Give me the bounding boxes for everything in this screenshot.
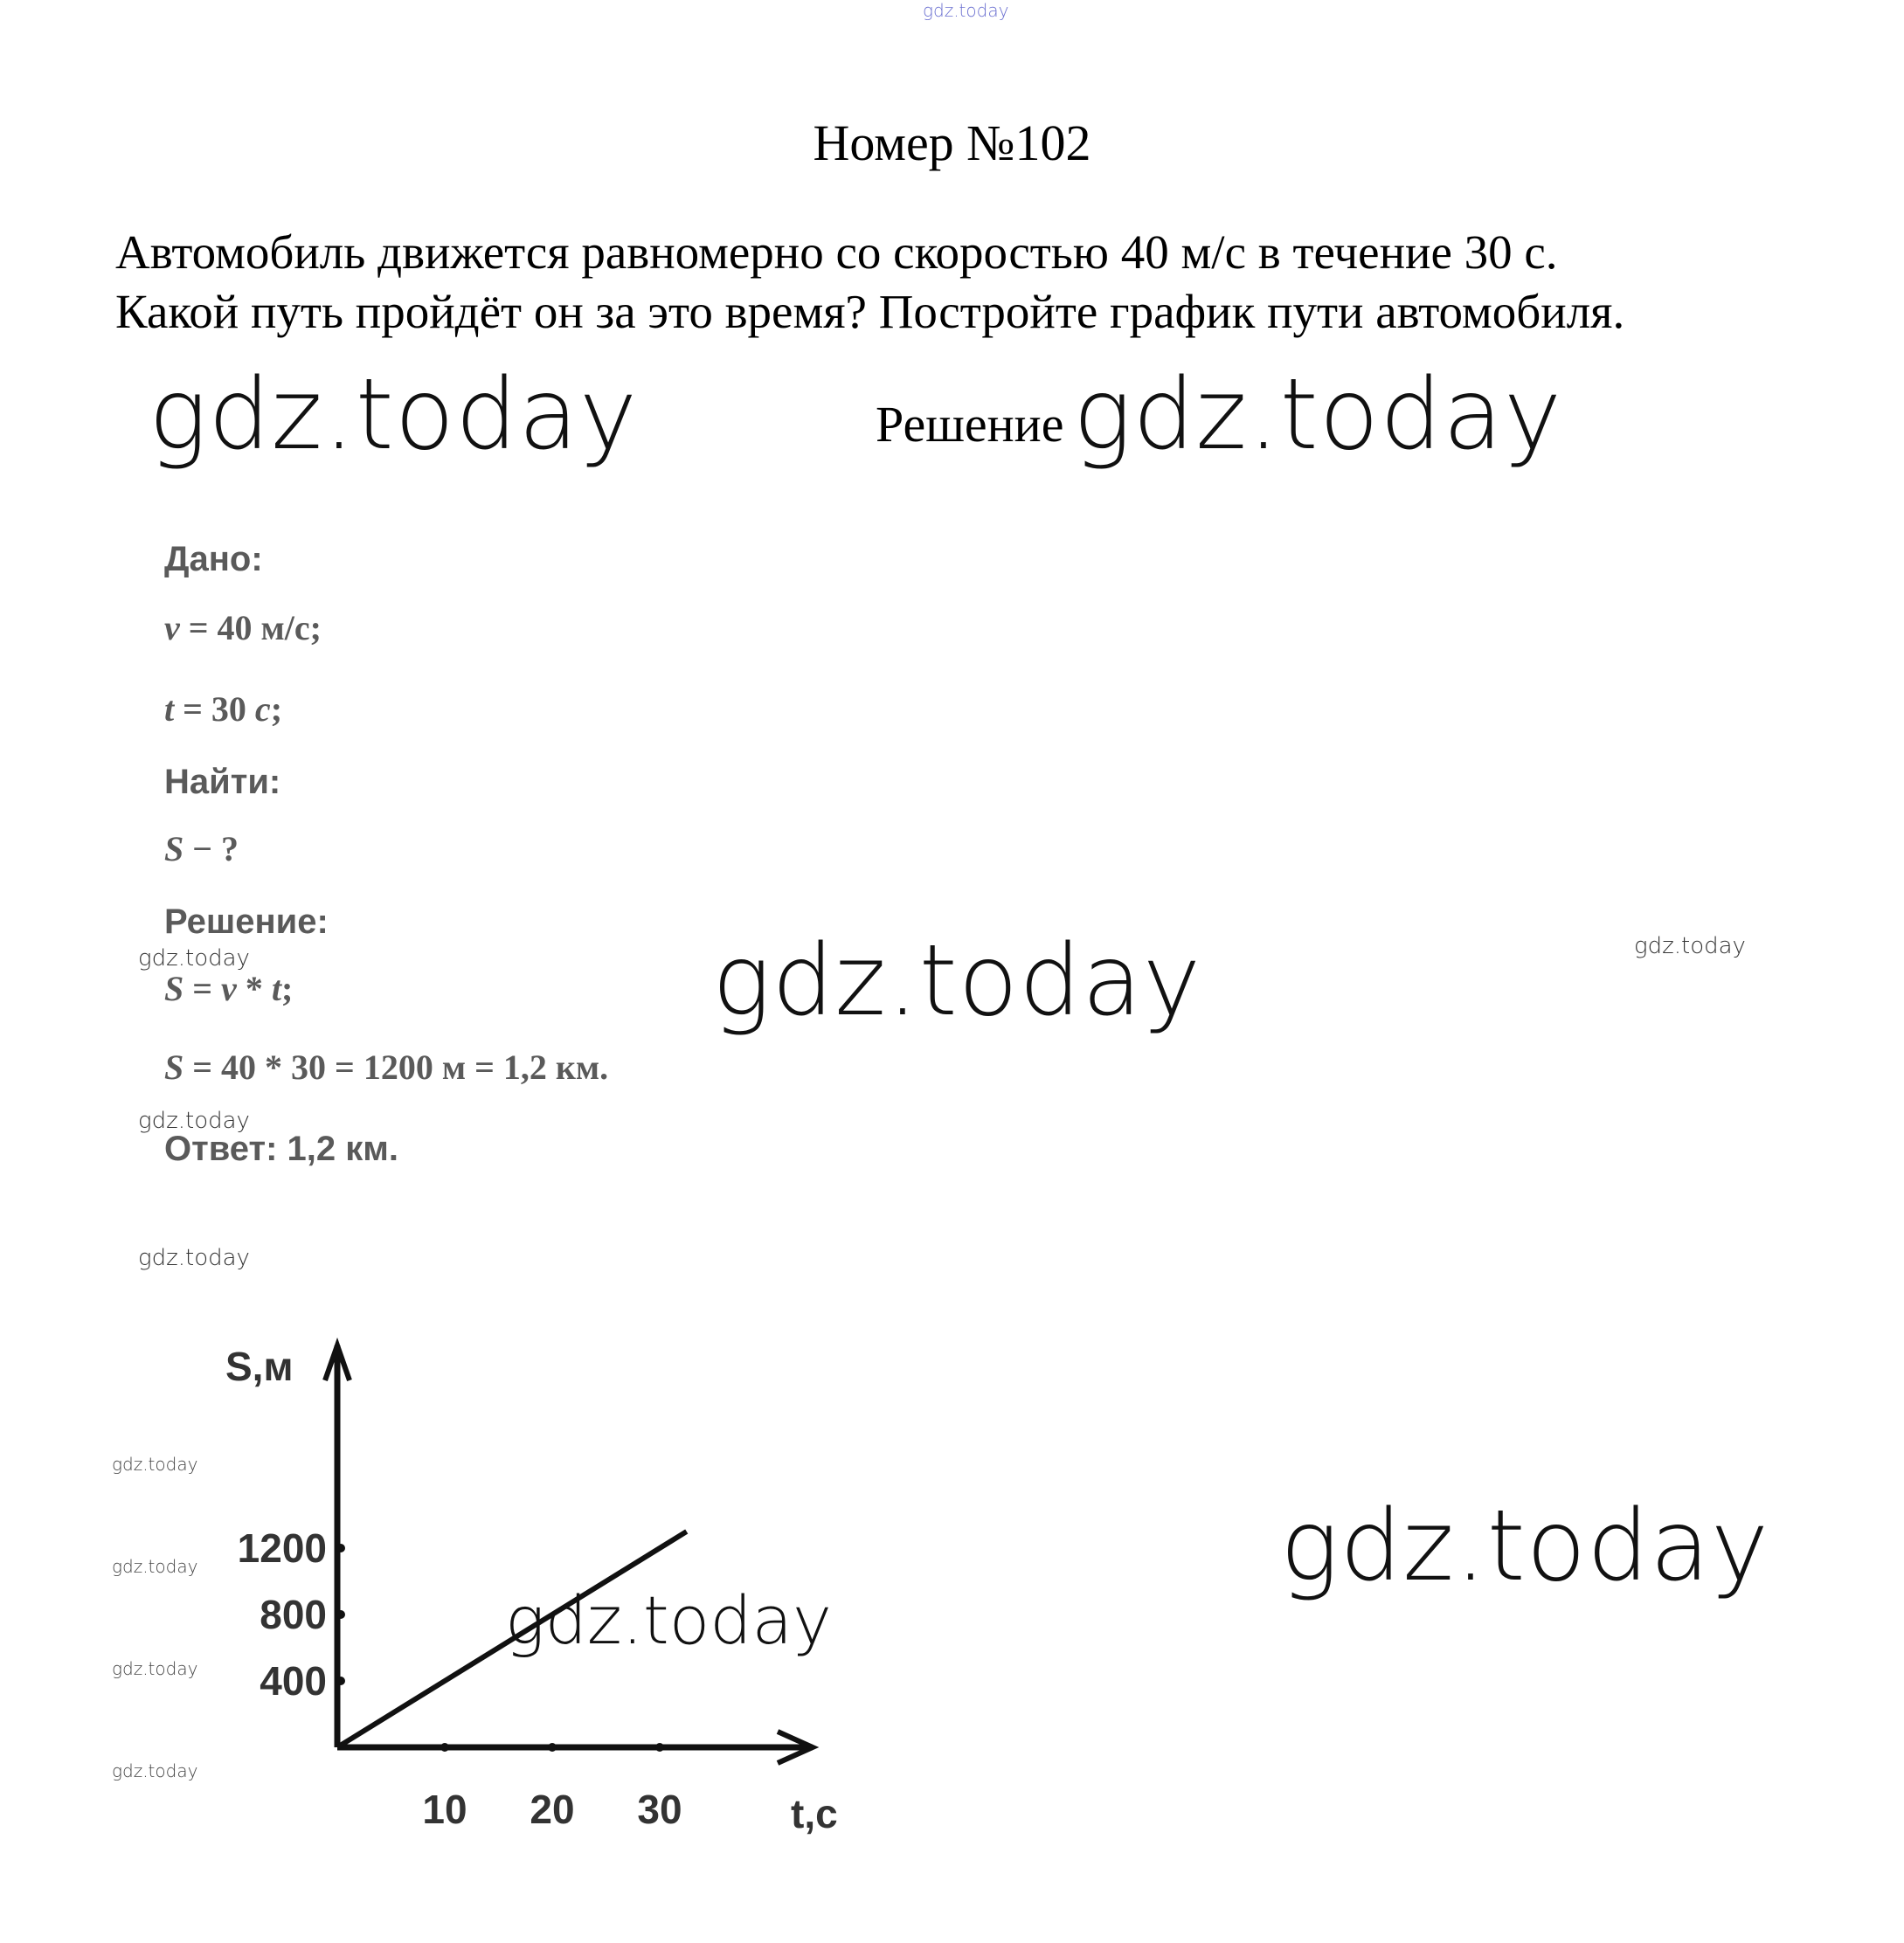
watermark-tiny-1: gdz.today xyxy=(112,1454,198,1475)
formula-mul: * xyxy=(236,969,272,1008)
solution-heading: Решение xyxy=(876,396,1064,453)
watermark-big-1: gdz.today xyxy=(149,358,639,472)
calc-s: S xyxy=(164,1048,184,1087)
y-tick-800 xyxy=(336,1610,345,1619)
x-tick-label-30: 30 xyxy=(637,1787,682,1832)
y-tick-label-800: 800 xyxy=(260,1592,327,1637)
watermark-big-3: gdz.today xyxy=(712,924,1202,1038)
find-label: Найти: xyxy=(164,763,281,801)
calc-rest: = 40 * 30 = 1200 м = 1,2 км. xyxy=(183,1048,609,1087)
velocity-value: = 40 м/с; xyxy=(179,608,322,647)
distance-symbol: S xyxy=(164,829,184,868)
formula-s: S xyxy=(164,969,184,1008)
formula xyxy=(164,968,293,1009)
y-axis-label: S,м xyxy=(225,1344,294,1389)
formula-eq: = xyxy=(183,969,222,1008)
watermark-big-2: gdz.today xyxy=(1073,358,1563,472)
watermark-small-2: gdz.today xyxy=(138,1108,250,1134)
problem-text xyxy=(115,223,1624,342)
y-tick-400 xyxy=(336,1677,345,1685)
given-time xyxy=(164,688,282,729)
given-velocity xyxy=(164,607,322,648)
velocity-symbol: v xyxy=(164,608,180,647)
find-distance xyxy=(164,828,239,869)
x-tick-20 xyxy=(548,1743,557,1752)
time-symbol: t xyxy=(164,689,175,729)
time-value: = 30 xyxy=(174,689,255,729)
x-tick-label-20: 20 xyxy=(530,1787,575,1832)
x-tick-30 xyxy=(655,1743,664,1752)
y-tick-1200 xyxy=(336,1544,345,1552)
solution-label: Решение: xyxy=(164,902,329,941)
watermark-tiny-4: gdz.today xyxy=(112,1760,198,1781)
formula-end: ; xyxy=(280,969,294,1008)
y-tick-label-1200: 1200 xyxy=(237,1525,327,1571)
find-question: − ? xyxy=(183,829,239,868)
calculation xyxy=(164,1047,608,1088)
watermark-tiny-3: gdz.today xyxy=(112,1658,198,1679)
watermark-big-4: gdz.today xyxy=(1280,1490,1770,1603)
formula-v: v xyxy=(221,969,237,1008)
watermark-small-3: gdz.today xyxy=(1634,933,1746,959)
time-end: ; xyxy=(270,689,283,729)
x-tick-label-10: 10 xyxy=(422,1787,467,1832)
time-unit: c xyxy=(254,689,271,729)
y-tick-label-400: 400 xyxy=(260,1658,327,1704)
x-tick-10 xyxy=(440,1743,449,1752)
watermark-chart: gdz.today xyxy=(505,1581,832,1659)
problem-line-2: Какой путь пройдёт он за это время? Постройте график пути автомобиля. xyxy=(115,285,1625,338)
watermark-tiny-2: gdz.today xyxy=(112,1556,198,1577)
given-label: Дано: xyxy=(164,540,263,578)
watermark-small-1: gdz.today xyxy=(138,945,250,972)
problem-line-1: Автомобиль движется равномерно со скоростью 40 м/с в течение 30 с. xyxy=(115,225,1558,279)
formula-t: t xyxy=(271,969,281,1008)
watermark-top: gdz.today xyxy=(923,0,1009,21)
answer: Ответ: 1,2 км. xyxy=(164,1130,398,1168)
page-title: Номер №102 xyxy=(813,114,1091,171)
x-axis-label: t,c xyxy=(791,1791,838,1836)
watermark-small-4: gdz.today xyxy=(138,1245,250,1271)
